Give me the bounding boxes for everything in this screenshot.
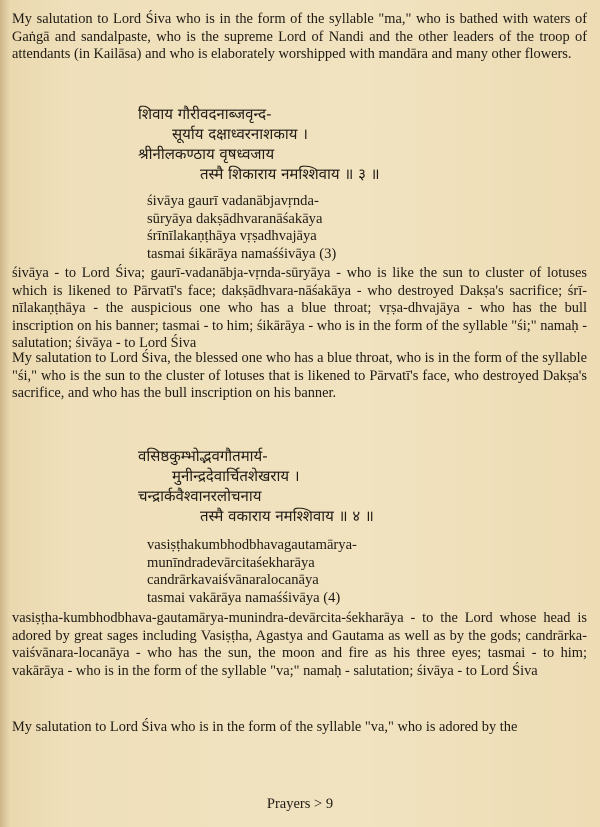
verse-4-line-1: वसिष्ठकुम्भोद्भवगौतमार्य- bbox=[138, 447, 268, 465]
verse-4-transliteration bbox=[147, 537, 507, 607]
verse-3-sanskrit bbox=[138, 104, 498, 184]
verse-4-line-3: चन्द्रार्कवैश्वानरलोचनाय bbox=[138, 487, 262, 505]
verse-3-translation: My salutation to Lord Śiva, the blessed one who has a blue throat, who is in the form of the syllable "śi," who is the sun to the cluster of lotuses that is likened to Pārvatī's face, who destroyed Dakṣa's sacrifice, and who has the bull inscription on his banner. bbox=[12, 350, 587, 401]
verse-4-translation: My salutation to Lord Śiva who is in the form of the syllable "va," who is adored by the bbox=[12, 719, 518, 735]
verse-3-line-2: सूर्याय दक्षाध्वरनाशकाय । bbox=[172, 125, 308, 143]
verse-3-line-1: शिवाय गौरीवदनाब्जवृन्द- bbox=[138, 105, 272, 123]
verse-4-word-gloss: vasiṣṭha-kumbhodbhava-gautamārya-munindra-devārcita-śekharāya - to the Lord whose head is adored by great sages including Vasiṣṭha, Agastya and Gautama as well as by the gods; candrārka-vaiśvānara-locanāya - who has the sun, the moon and fire as his three eyes; tasmai - to him; vakārāya - who is in the form of the syllable "va;" namaḥ - salutation; śivāya - to Lord Śiva bbox=[12, 610, 587, 679]
verse-3-translit-line-4: tasmai śikārāya namaśśivāya (3) bbox=[147, 245, 337, 262]
verse-4-translit-line-3: candrārkavaiśvānaralocanāya bbox=[147, 572, 319, 588]
verse-3-transliteration bbox=[147, 193, 507, 263]
verse-4-line-2: मुनीन्द्रदेवार्चितशेखराय । bbox=[172, 467, 300, 485]
page-footer: Prayers > 9 bbox=[266, 796, 334, 812]
verse-3-translit-line-2: sūryāya dakṣādhvaranāśakāya bbox=[147, 210, 323, 227]
verse-4-line-4: तस्मै वकाराय नमश्शिवाय ॥ ४ ॥ bbox=[200, 507, 374, 525]
verse-3-translit-line-1: śivāya gaurī vadanābjavṛnda- bbox=[147, 193, 319, 209]
verse-4-sanskrit bbox=[138, 446, 498, 526]
verse-3-line-4: तस्मै शिकाराय नमश्शिवाय ॥ ३ ॥ bbox=[200, 165, 380, 183]
verse-3-word-gloss: śivāya - to Lord Śiva; gaurī-vadanābja-vṛnda-sūryāya - who is like the sun to cluster of lotuses which is likened to Pārvatī's face; dakṣādhvara-nāśakāya - who destroyed Dakṣa's sacrifice; śrī-nīlakaṇṭhāya - the auspicious one who has a blue throat; vṛṣa-dhvajāya - who has the bull inscription on his banner; tasmai - to him; śikārāya - who is in the form of the syllable "śi;" namaḥ - salutation; śivāya - to Lord Śiva bbox=[12, 265, 587, 351]
verse-3-line-3: श्रीनीलकण्ठाय वृषध्वजाय bbox=[138, 145, 275, 163]
translation-paragraph-2: My salutation to Lord Śiva who is in the form of the syllable "ma," who is bathed with waters of Gaṅgā and sandalpaste, who is the supreme Lord of Nandi and the other leaders of the troop of attendants (in Kailāsa) and who is elaborately worshipped with mandāra and many other flowers. bbox=[12, 11, 587, 62]
page-binding-shadow bbox=[0, 0, 10, 827]
verse-3-translit-line-3: śrīnīlakaṇṭhāya vṛṣadhvajāya bbox=[147, 228, 317, 244]
verse-4-translit-line-2: munīndradevārcitaśekharāya bbox=[147, 554, 315, 571]
verse-4-translit-line-1: vasiṣṭhakumbhodbhavagautamārya- bbox=[147, 537, 357, 553]
verse-4-translit-line-4: tasmai vakārāya namaśśivāya (4) bbox=[147, 589, 341, 606]
